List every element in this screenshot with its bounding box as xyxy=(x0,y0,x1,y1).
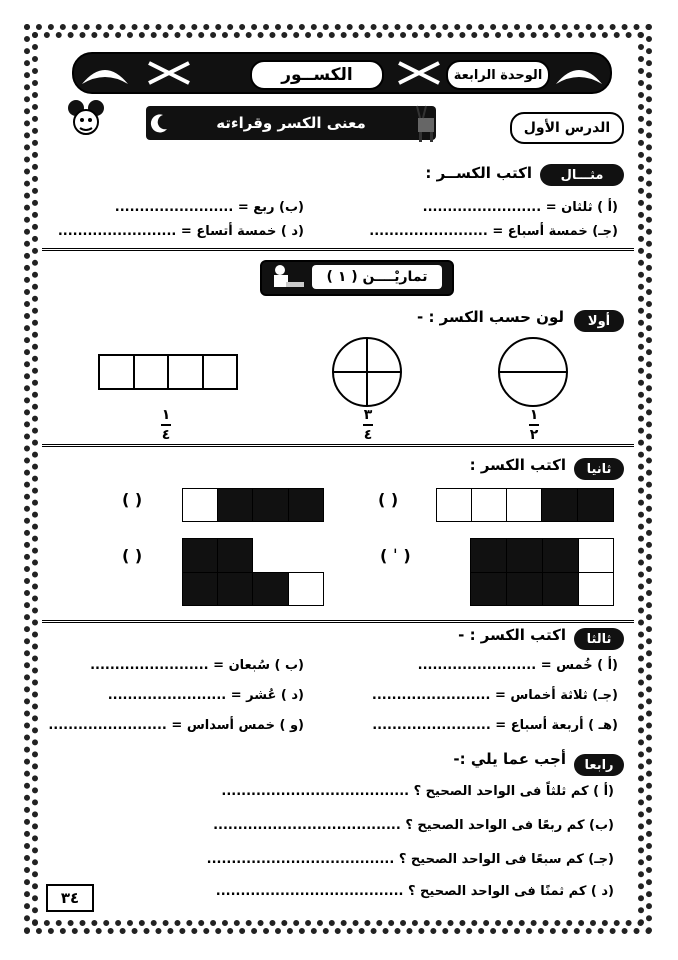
divider xyxy=(42,444,634,447)
wing-ornament-icon xyxy=(80,60,130,86)
example-item-c: (جـ) خمسة أسباع = ........................ xyxy=(369,224,618,239)
section4-question-c: (جـ) كم سبعًا فى الواحد الصحيح ؟ ...................................... xyxy=(206,852,614,867)
section3-item-d: (د ) عُشر = ........................ xyxy=(107,688,304,703)
section1-title: لون حسب الكسر : - xyxy=(417,308,564,326)
section3-item-e: (هـ ) أربعة أسباع = ........................ xyxy=(372,718,618,733)
lesson-title: معنى الكسر وقراءته xyxy=(146,106,436,140)
answer-paren[interactable]: ( ) xyxy=(122,546,143,565)
section4-title: أجب عما يلي :- xyxy=(453,750,566,768)
section3-item-b: (ب ) سُبعان = ........................ xyxy=(90,658,304,673)
strip-shape-3-of-4 xyxy=(182,488,324,522)
cartoon-mouse-icon xyxy=(64,98,108,142)
divider xyxy=(42,248,634,251)
cross-ornament-icon xyxy=(394,60,444,86)
example-tag: مثـــال xyxy=(540,164,624,186)
page-number: ٣٤ xyxy=(46,884,94,912)
section2-tag: ثانيا xyxy=(574,458,624,480)
deer-icon xyxy=(414,104,438,142)
section2-title: اكتب الكسر : xyxy=(469,456,566,474)
wing-ornament-icon xyxy=(554,60,604,86)
grid-shape-6-of-8 xyxy=(470,538,614,606)
strip-shape-2-of-5 xyxy=(436,488,614,522)
circle-halves-shape[interactable] xyxy=(496,335,570,409)
divider xyxy=(42,620,634,623)
section3-item-a: (أ ) خُمس = ........................ xyxy=(417,658,618,673)
fraction-three-quarters: ٣ ٤ xyxy=(363,407,373,443)
unit-title: الكســور xyxy=(250,60,384,90)
section4-question-b: (ب) كم ربعًا فى الواحد الصحيح ؟ ...................................... xyxy=(213,818,614,833)
lesson-tag: الدرس الأول xyxy=(510,112,624,144)
answer-paren[interactable]: ( ) xyxy=(378,490,399,509)
l-shape-5-of-6 xyxy=(182,538,324,606)
answer-paren[interactable]: ( ˈ ) xyxy=(380,546,411,565)
rectangle-quarters-shape[interactable] xyxy=(98,354,238,390)
section4-question-a: (أ ) كم ثلثاً فى الواحد الصحيح ؟ ...................................... xyxy=(221,784,614,799)
unit-banner xyxy=(72,52,612,94)
example-instruction: اكتب الكســر : xyxy=(425,164,532,182)
section1-tag: أولا xyxy=(574,310,624,332)
exercise-title: تماريْــــن ( ١ ) xyxy=(312,265,442,289)
circle-quarters-shape[interactable] xyxy=(330,335,404,409)
fraction-quarter: ١ ٤ xyxy=(161,407,171,443)
unit-label: الوحدة الرابعة xyxy=(446,60,550,90)
section3-tag: ثالثا xyxy=(574,628,624,650)
section4-tag: رابعا xyxy=(574,754,624,776)
section3-item-c: (جـ) ثلاثة أخماس = ........................ xyxy=(371,688,618,703)
cross-ornament-icon xyxy=(144,60,194,86)
example-item-d: (د ) خمسة أتساع = ........................ xyxy=(57,224,304,239)
section4-question-d: (د ) كم ثمنًا فى الواحد الصحيح ؟ ...................................... xyxy=(215,884,614,899)
example-item-a: (أ ) ثلثان = ........................ xyxy=(422,200,618,215)
answer-paren[interactable]: ( ) xyxy=(122,490,143,509)
moon-icon xyxy=(148,112,170,134)
exercise-banner xyxy=(260,260,454,296)
section3-title: اكتب الكسر : - xyxy=(458,626,566,644)
section3-item-f: (و ) خمس أسداس = ........................ xyxy=(48,718,304,733)
worksheet-page xyxy=(42,42,634,916)
student-writing-icon xyxy=(266,264,306,290)
fraction-half: ١ ٢ xyxy=(529,407,539,443)
example-item-b: (ب) ربع = ........................ xyxy=(114,200,304,215)
